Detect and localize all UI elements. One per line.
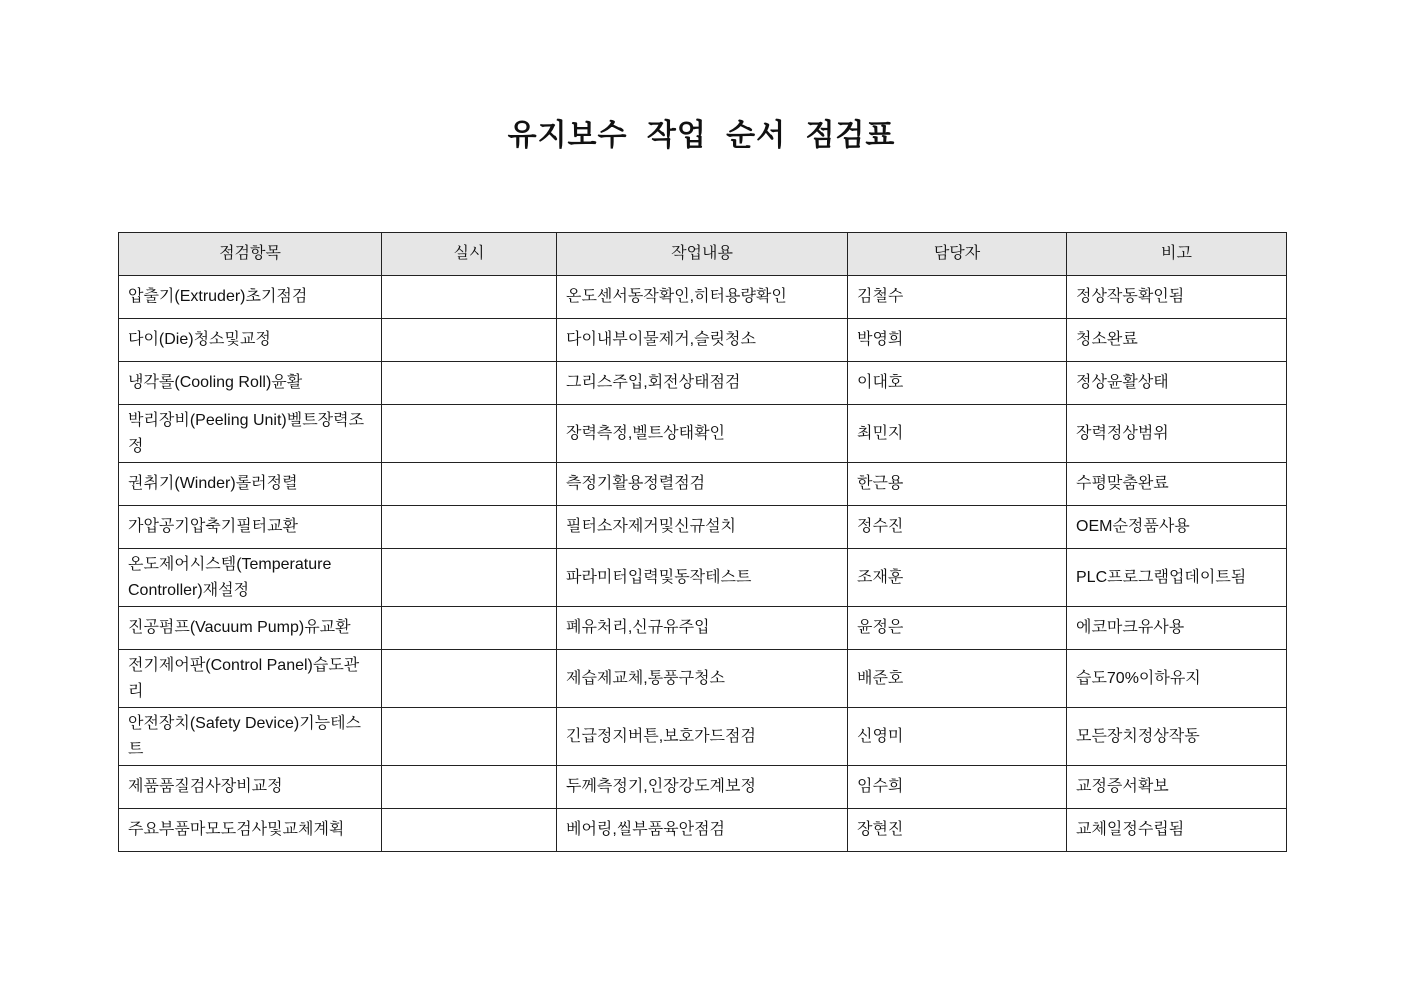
table-row [119, 708, 1287, 766]
item-cell: 다이(Die)청소및교정 [119, 319, 382, 362]
table-row [119, 607, 1287, 650]
person-cell: 임수희 [848, 766, 1067, 809]
person-cell: 김철수 [848, 276, 1067, 319]
item-cell: 온도제어시스템(Temperature Controller)재설정 [119, 549, 382, 607]
work-cell: 폐유처리,신규유주입 [557, 607, 848, 650]
header-note: 비고 [1067, 233, 1287, 276]
work-cell: 파라미터입력및동작테스트 [557, 549, 848, 607]
note-cell: 교정증서확보 [1067, 766, 1287, 809]
work-cell: 장력측정,벨트상태확인 [557, 405, 848, 463]
work-cell: 측정기활용정렬점검 [557, 463, 848, 506]
person-cell: 조재훈 [848, 549, 1067, 607]
header-done: 실시 [382, 233, 557, 276]
table-row [119, 362, 1287, 405]
header-item: 점검항목 [119, 233, 382, 276]
done-cell[interactable] [382, 708, 557, 766]
person-cell: 신영미 [848, 708, 1067, 766]
table-row [119, 549, 1287, 607]
work-cell: 온도센서동작확인,히터용량확인 [557, 276, 848, 319]
maintenance-checklist-table [118, 232, 1287, 852]
work-cell: 다이내부이물제거,슬릿청소 [557, 319, 848, 362]
item-cell: 가압공기압축기필터교환 [119, 506, 382, 549]
done-cell[interactable] [382, 549, 557, 607]
item-cell: 전기제어판(Control Panel)습도관리 [119, 650, 382, 708]
work-cell: 두께측정기,인장강도계보정 [557, 766, 848, 809]
table-row [119, 276, 1287, 319]
item-cell: 압출기(Extruder)초기점검 [119, 276, 382, 319]
item-cell: 주요부품마모도검사및교체계획 [119, 809, 382, 852]
note-cell: 장력정상범위 [1067, 405, 1287, 463]
note-cell: 수평맞춤완료 [1067, 463, 1287, 506]
table-row [119, 319, 1287, 362]
note-cell: 정상작동확인됨 [1067, 276, 1287, 319]
done-cell[interactable] [382, 607, 557, 650]
person-cell: 이대호 [848, 362, 1067, 405]
note-cell: PLC프로그램업데이트됨 [1067, 549, 1287, 607]
note-cell: 청소완료 [1067, 319, 1287, 362]
table-row [119, 405, 1287, 463]
table-row [119, 766, 1287, 809]
done-cell[interactable] [382, 362, 557, 405]
person-cell: 정수진 [848, 506, 1067, 549]
table-row [119, 463, 1287, 506]
done-cell[interactable] [382, 405, 557, 463]
person-cell: 장현진 [848, 809, 1067, 852]
done-cell[interactable] [382, 276, 557, 319]
table-row [119, 650, 1287, 708]
note-cell: 에코마크유사용 [1067, 607, 1287, 650]
done-cell[interactable] [382, 319, 557, 362]
work-cell: 베어링,씰부품육안점검 [557, 809, 848, 852]
header-person: 담당자 [848, 233, 1067, 276]
document-title: 유지보수 작업 순서 점검표 [507, 119, 896, 152]
done-cell[interactable] [382, 463, 557, 506]
item-cell: 안전장치(Safety Device)기능테스트 [119, 708, 382, 766]
done-cell[interactable] [382, 809, 557, 852]
table-row [119, 809, 1287, 852]
item-cell: 박리장비(Peeling Unit)벨트장력조정 [119, 405, 382, 463]
work-cell: 제습제교체,통풍구청소 [557, 650, 848, 708]
person-cell: 최민지 [848, 405, 1067, 463]
table-header-row [119, 233, 1287, 276]
done-cell[interactable] [382, 650, 557, 708]
note-cell: OEM순정품사용 [1067, 506, 1287, 549]
note-cell: 정상윤활상태 [1067, 362, 1287, 405]
table-row [119, 506, 1287, 549]
item-cell: 진공펌프(Vacuum Pump)유교환 [119, 607, 382, 650]
person-cell: 한근용 [848, 463, 1067, 506]
person-cell: 배준호 [848, 650, 1067, 708]
work-cell: 긴급정지버튼,보호가드점검 [557, 708, 848, 766]
done-cell[interactable] [382, 506, 557, 549]
note-cell: 습도70%이하유지 [1067, 650, 1287, 708]
note-cell: 모든장치정상작동 [1067, 708, 1287, 766]
done-cell[interactable] [382, 766, 557, 809]
note-cell: 교체일정수립됨 [1067, 809, 1287, 852]
work-cell: 필터소자제거및신규설치 [557, 506, 848, 549]
item-cell: 권취기(Winder)롤러정렬 [119, 463, 382, 506]
header-work: 작업내용 [557, 233, 848, 276]
item-cell: 제품품질검사장비교정 [119, 766, 382, 809]
work-cell: 그리스주입,회전상태점검 [557, 362, 848, 405]
person-cell: 박영희 [848, 319, 1067, 362]
item-cell: 냉각롤(Cooling Roll)윤활 [119, 362, 382, 405]
person-cell: 윤정은 [848, 607, 1067, 650]
